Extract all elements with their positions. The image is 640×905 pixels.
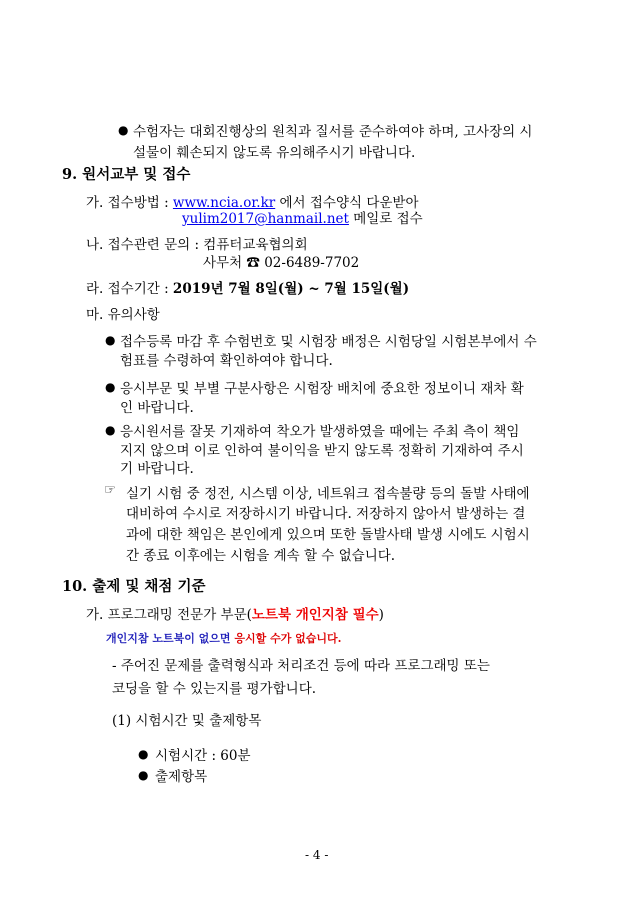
- category-prefix: 가. 프로그래밍 전문가 부문(: [86, 607, 252, 623]
- note-2-line-1: 응시부문 및 부별 구분사항은 시험장 배치에 중요한 정보이니 재차 확: [120, 381, 524, 397]
- note-3-line-2: 지지 않으며 이로 인하여 불이익을 받지 않도록 정확히 기재하여 주시: [120, 443, 524, 459]
- exam-duration: 시험시간 : 60분: [155, 748, 251, 764]
- laptop-notice-part-1: 개인지참 노트북이 없으면: [106, 632, 235, 645]
- submission-period: [86, 277, 409, 297]
- page-number: - 4 -: [305, 848, 329, 862]
- section-9-title: 9. 원서교부 및 접수: [62, 166, 191, 183]
- exam-items: 출제항목: [155, 769, 208, 785]
- note-1-line-1: 접수등록 마감 후 수험번호 및 시험장 배정은 시험당일 시험본부에서 수: [120, 334, 537, 350]
- submission-period-dates: 2019년 7월 8일(월) ~ 7월 15일(월): [172, 281, 410, 297]
- inquiry-line-2: 사무처 ☎ 02-6489-7702: [203, 255, 360, 271]
- top-bullet-line-1: 수험자는 대회진행상의 원칙과 질서를 준수하여야 하며, 고사장의 시: [133, 124, 533, 140]
- evaluation-desc-line-1: - 주어진 문제를 출력형식과 처리조건 등에 따라 프로그래밍 또는: [112, 658, 490, 674]
- top-bullet-line-2: 설물이 훼손되지 않도록 유의해주시기 바랍니다.: [133, 145, 416, 161]
- note-3-line-1: 응시원서를 잘못 기재하여 착오가 발생하였을 때에는 주최 측이 책임: [120, 424, 520, 440]
- bullet-icon: ●: [138, 768, 149, 782]
- bullet-icon: ●: [105, 380, 116, 394]
- bullet-icon: ●: [138, 747, 149, 761]
- email-suffix: 메일로 접수: [348, 211, 423, 227]
- exam-time-subsection: (1) 시험시간 및 출제항목: [112, 713, 262, 729]
- pointing-hand-icon: ☞: [104, 482, 117, 498]
- warning-line-4: 간 종료 이후에는 시험을 계속 할 수 없습니다.: [126, 548, 396, 564]
- evaluation-desc-line-2: 코딩을 할 수 있는지를 평가합니다.: [112, 681, 317, 697]
- programming-expert-category: [86, 603, 384, 623]
- note-1-line-2: 험표를 수령하여 확인하여야 합니다.: [120, 353, 333, 369]
- warning-line-3: 과에 대한 책임은 본인에게 있으며 또한 돌발사태 발생 시에도 시험시: [126, 527, 530, 543]
- warning-line-2: 대비하여 수시로 저장하시기 바랍니다. 저장하지 않아서 발생하는 결: [126, 506, 526, 522]
- laptop-required-label: 노트북 개인지참 필수: [251, 607, 379, 623]
- bullet-icon: ●: [118, 123, 129, 137]
- submission-method-prefix: 가. 접수방법 :: [86, 195, 173, 211]
- submission-period-prefix: 라. 접수기간 :: [86, 281, 173, 297]
- category-suffix: ): [378, 607, 384, 623]
- note-3-line-3: 기 바랍니다.: [120, 461, 194, 477]
- bullet-icon: ●: [105, 423, 116, 437]
- section-10-title: 10. 출제 및 채점 기준: [62, 578, 206, 595]
- email-link[interactable]: yulim2017@hanmail.net: [182, 211, 349, 227]
- bullet-icon: ●: [105, 333, 116, 347]
- notes-heading: 마. 유의사항: [86, 307, 160, 323]
- note-2-line-2: 인 바랍니다.: [120, 400, 194, 416]
- laptop-notice: [106, 630, 342, 646]
- laptop-notice-part-2: 응시할 수가 없습니다.: [234, 632, 342, 645]
- email-line: [182, 207, 423, 227]
- inquiry-line-1: 나. 접수관련 문의 : 컴퓨터교육협의회: [86, 237, 308, 253]
- website-link[interactable]: www.ncia.or.kr: [172, 195, 276, 211]
- submission-method-suffix: 에서 접수양식 다운받아: [275, 195, 419, 211]
- warning-line-1: 실기 시험 중 정전, 시스템 이상, 네트워크 접속불량 등의 돌발 사태에: [126, 486, 530, 502]
